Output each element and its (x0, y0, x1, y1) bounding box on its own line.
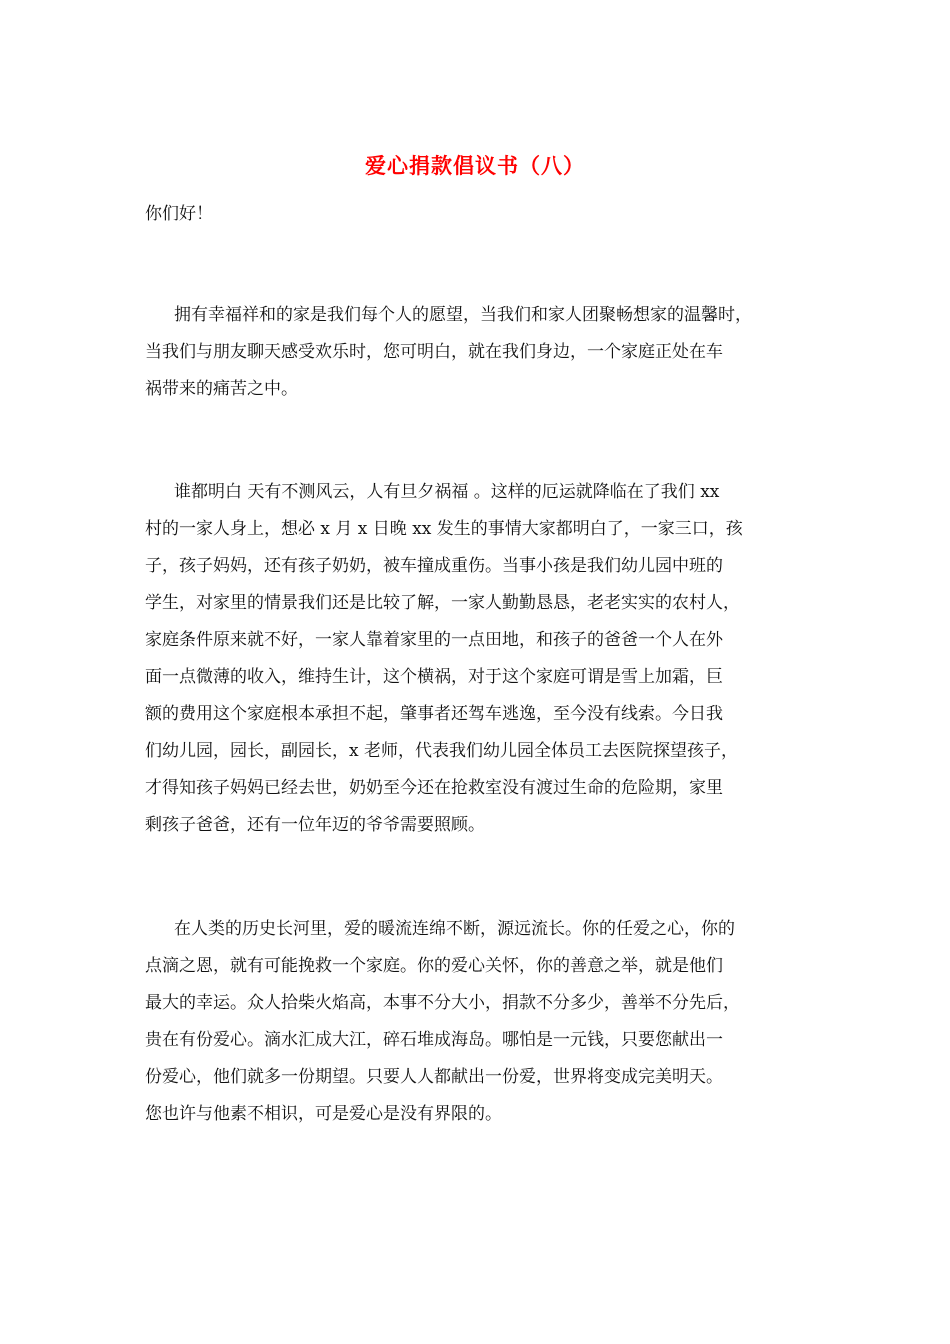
paragraph-line: 在人类的历史长河里，爱的暖流连绵不断，源远流长。你的任爱之心，你的 (174, 919, 735, 939)
paragraph-line: 贵在有份爱心。滴水汇成大江，碎石堆成海岛。哪怕是一元钱，只要您献出一 (145, 1030, 723, 1050)
paragraph-line: 村的一家人身上，想必 x 月 x 日晚 xx 发生的事情大家都明白了，一家三口，孩 (145, 519, 743, 539)
paragraph-line: 子，孩子妈妈，还有孩子奶奶，被车撞成重伤。当事小孩是我们幼儿园中班的 (145, 556, 723, 576)
paragraph-line: 们幼儿园，园长，副园长，x 老师，代表我们幼儿园全体员工去医院探望孩子， (145, 741, 738, 761)
paragraph-line: 最大的幸运。众人拾柴火焰高，本事不分大小，捐款不分多少，善举不分先后， (145, 993, 740, 1013)
paragraph-line: 您也许与他素不相识，可是爱心是没有界限的。 (145, 1104, 502, 1124)
paragraph-line: 额的费用这个家庭根本承担不起，肇事者还驾车逃逸，至今没有线索。今日我 (145, 704, 723, 724)
paragraph-line: 面一点微薄的收入，维持生计，这个横祸，对于这个家庭可谓是雪上加霜，巨 (145, 667, 723, 687)
paragraph-line: 谁都明白 天有不测风云，人有旦夕祸福 。这样的厄运就降临在了我们 xx (174, 482, 720, 502)
paragraph-line: 祸带来的痛苦之中。 (145, 379, 298, 399)
paragraph-line: 学生，对家里的情景我们还是比较了解，一家人勤勤恳恳，老老实实的农村人， (145, 593, 740, 613)
document-title: 爱心捐款倡议书（八） (365, 154, 585, 178)
paragraph-line: 当我们与朋友聊天感受欢乐时，您可明白，就在我们身边，一个家庭正处在车 (145, 342, 723, 362)
paragraph-line: 家庭条件原来就不好，一家人靠着家里的一点田地，和孩子的爸爸一个人在外 (145, 630, 723, 650)
paragraph-line: 才得知孩子妈妈已经去世，奶奶至今还在抢救室没有渡过生命的危险期，家里 (145, 778, 723, 798)
paragraph-line: 剩孩子爸爸，还有一位年迈的爷爷需要照顾。 (145, 815, 485, 835)
paragraph-line: 份爱心，他们就多一份期望。只要人人都献出一份爱，世界将变成完美明天。 (145, 1067, 723, 1087)
paragraph-line: 点滴之恩，就有可能挽救一个家庭。你的爱心关怀，你的善意之举，就是他们 (145, 956, 723, 976)
paragraph-line: 拥有幸福祥和的家是我们每个人的愿望，当我们和家人团聚畅想家的温馨时， (174, 305, 752, 325)
greeting-line: 你们好！ (145, 204, 213, 224)
